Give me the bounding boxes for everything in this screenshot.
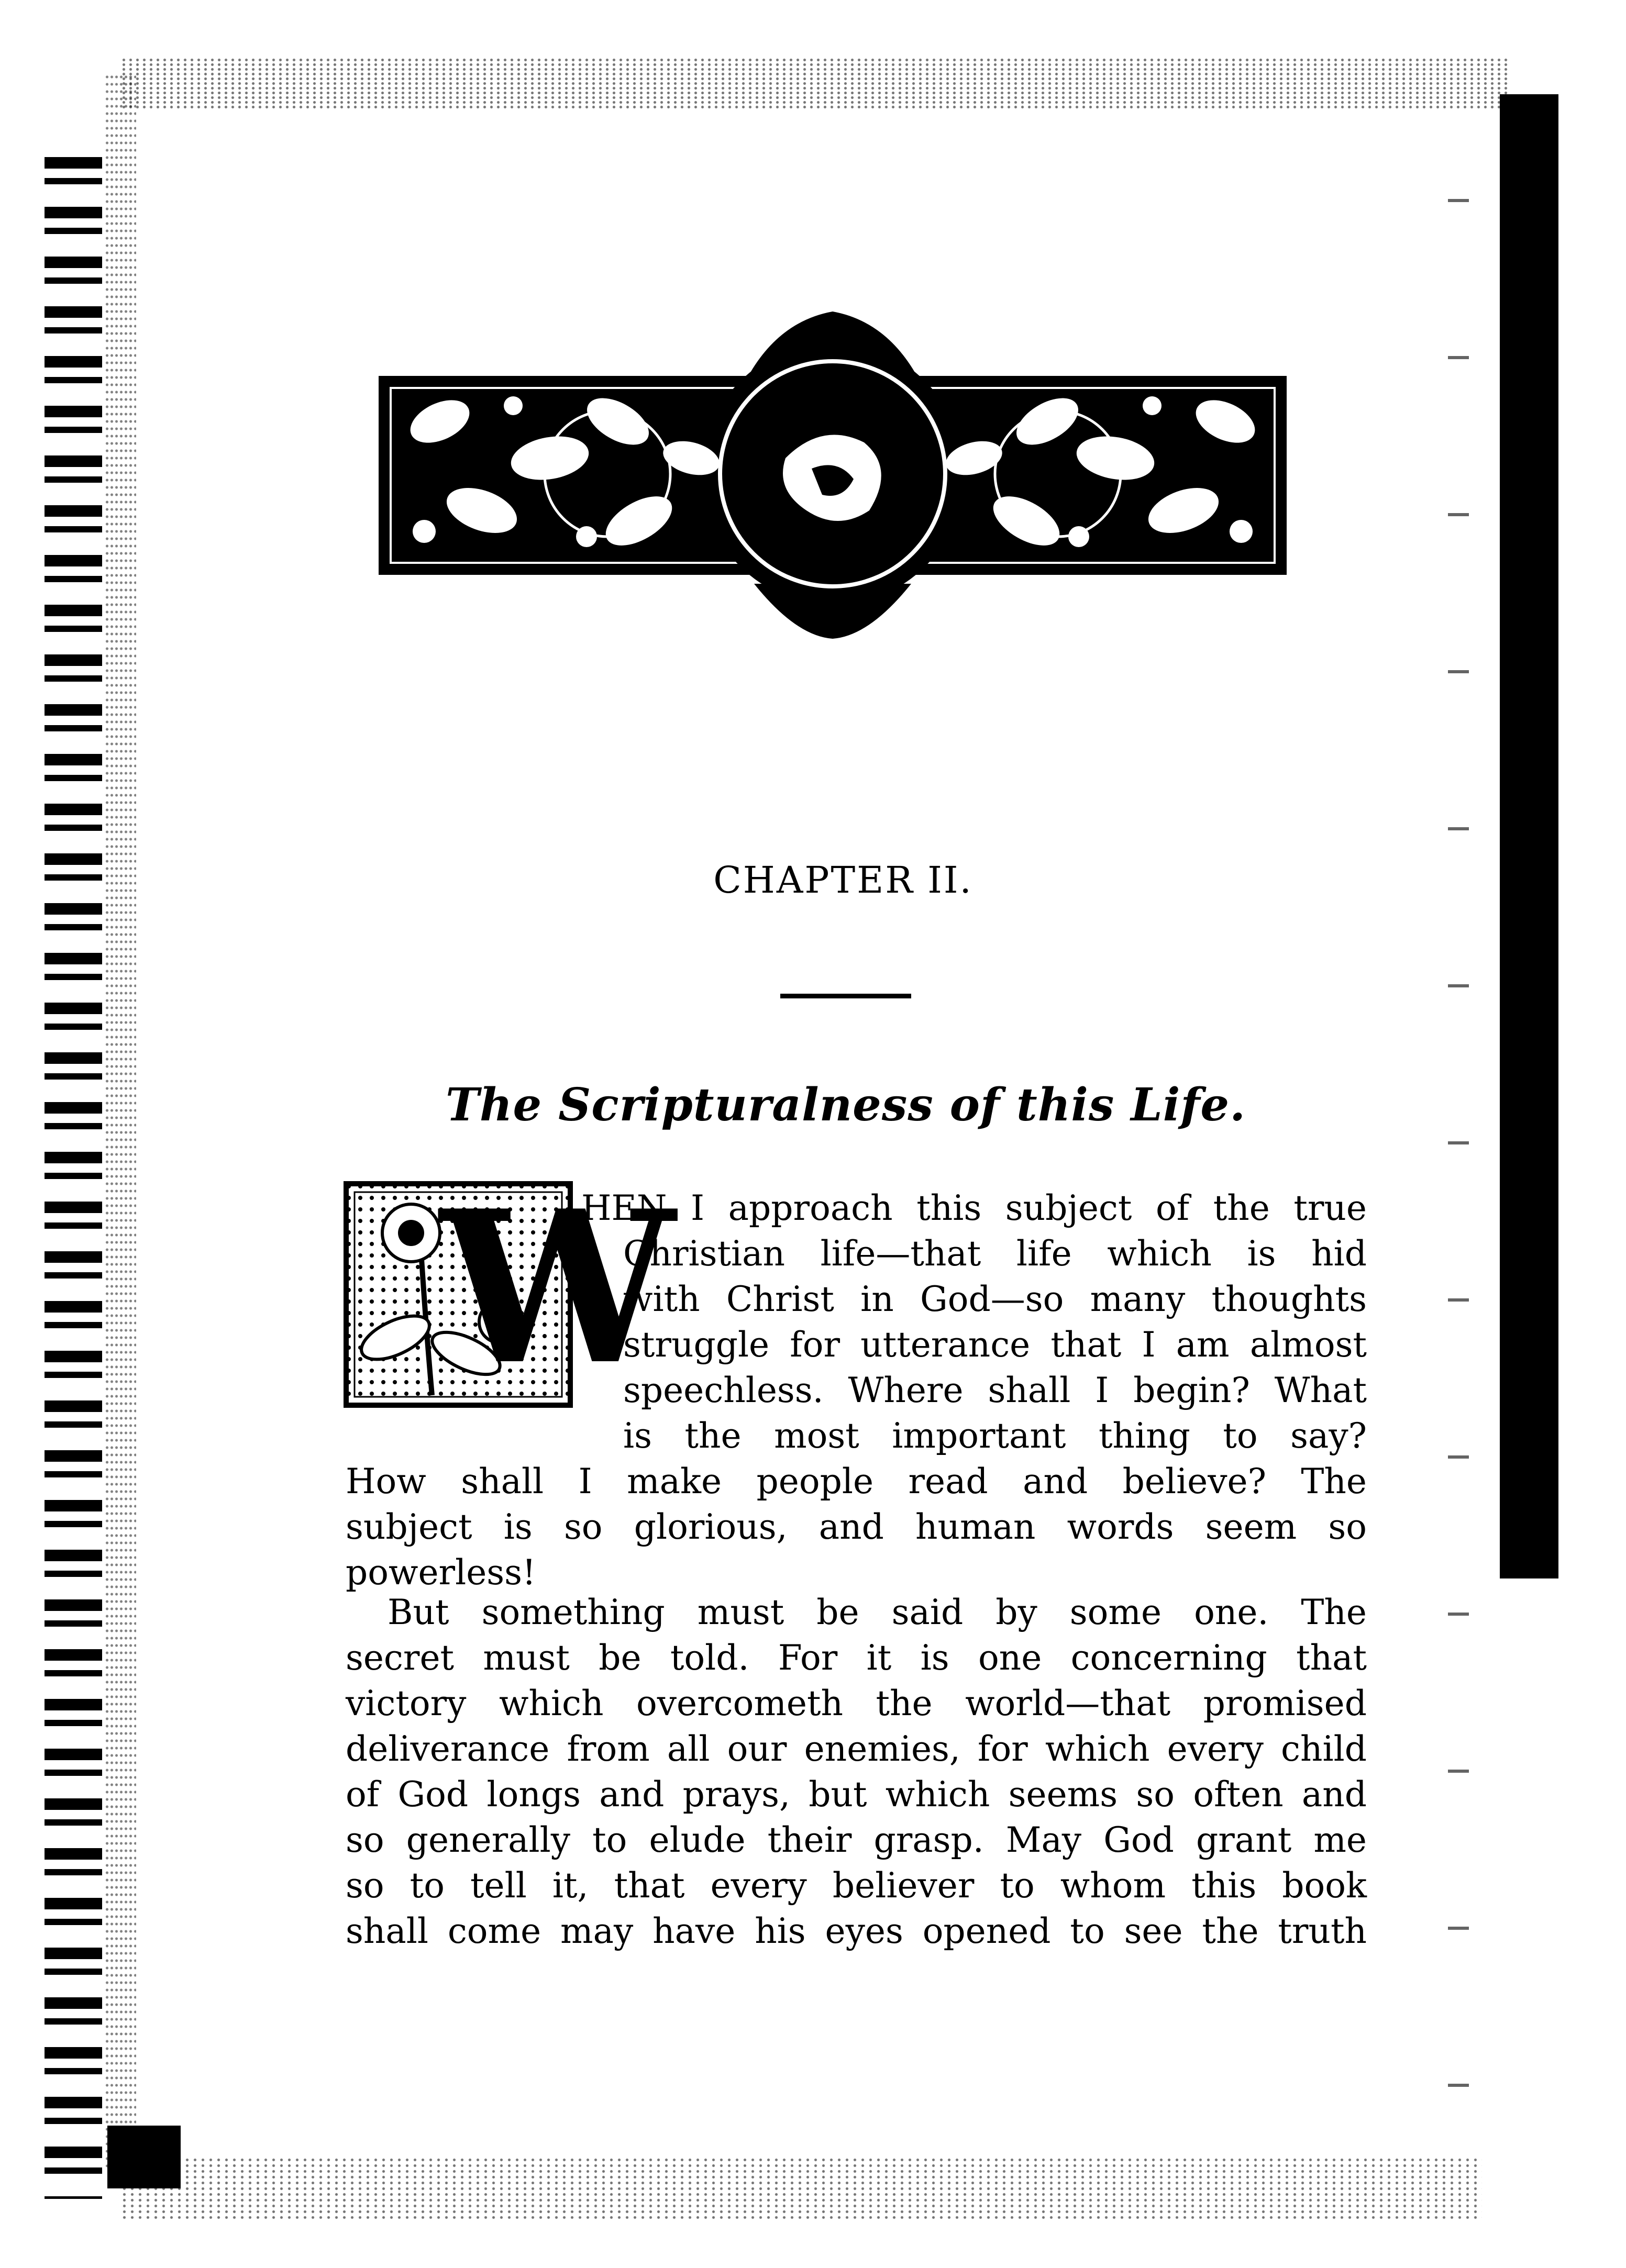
body-line: is the most important thing to say? bbox=[623, 1416, 1367, 1456]
body-line: powerless! bbox=[346, 1552, 536, 1593]
scan-edge-bottom bbox=[120, 2157, 1482, 2220]
body-line: Christian life—that life which is hid bbox=[623, 1233, 1367, 1274]
chapter-heading: CHAPTER II. bbox=[713, 859, 973, 902]
body-line: But something must be said by some one. The bbox=[388, 1592, 1367, 1632]
right-edge-shadow bbox=[1500, 94, 1558, 1578]
body-line: so to tell it, that every believer to whom this book bbox=[346, 1865, 1367, 1906]
body-line: HEN I approach this subject of the true bbox=[581, 1188, 1367, 1228]
chapter-title: The Scripturalness of this Life. bbox=[445, 1079, 1246, 1131]
divider-rule bbox=[780, 994, 911, 998]
body-line: secret must be told. For it is one concerning that bbox=[346, 1638, 1367, 1678]
scan-specks-right bbox=[1448, 115, 1469, 2183]
body-line: of God longs and prays, but which seems so often and bbox=[346, 1774, 1367, 1815]
body-line: struggle for utterance that I am almost bbox=[623, 1325, 1367, 1365]
body-line: speechless. Where shall I begin? What bbox=[623, 1370, 1367, 1410]
body-line: with Christ in God—so many thoughts bbox=[623, 1279, 1367, 1319]
binding-shadow bbox=[45, 157, 102, 2199]
body-line: How shall I make people read and believe? The bbox=[346, 1461, 1367, 1502]
binding-corner bbox=[107, 2126, 181, 2188]
body-line: shall come may have his eyes opened to see the truth bbox=[346, 1911, 1367, 1951]
floral-headpiece-ornament bbox=[377, 301, 1288, 647]
body-line: subject is so glorious, and human words seem so bbox=[346, 1507, 1367, 1547]
body-line: deliverance from all our enemies, for which every child bbox=[346, 1729, 1367, 1769]
body-line: so generally to elude their grasp. May God grant me bbox=[346, 1820, 1367, 1860]
scan-edge-top bbox=[120, 58, 1508, 110]
scan-edge-left bbox=[105, 73, 136, 2167]
body-line: victory which overcometh the world—that promised bbox=[346, 1683, 1367, 1724]
drop-cap-letter: W bbox=[440, 1165, 676, 1411]
